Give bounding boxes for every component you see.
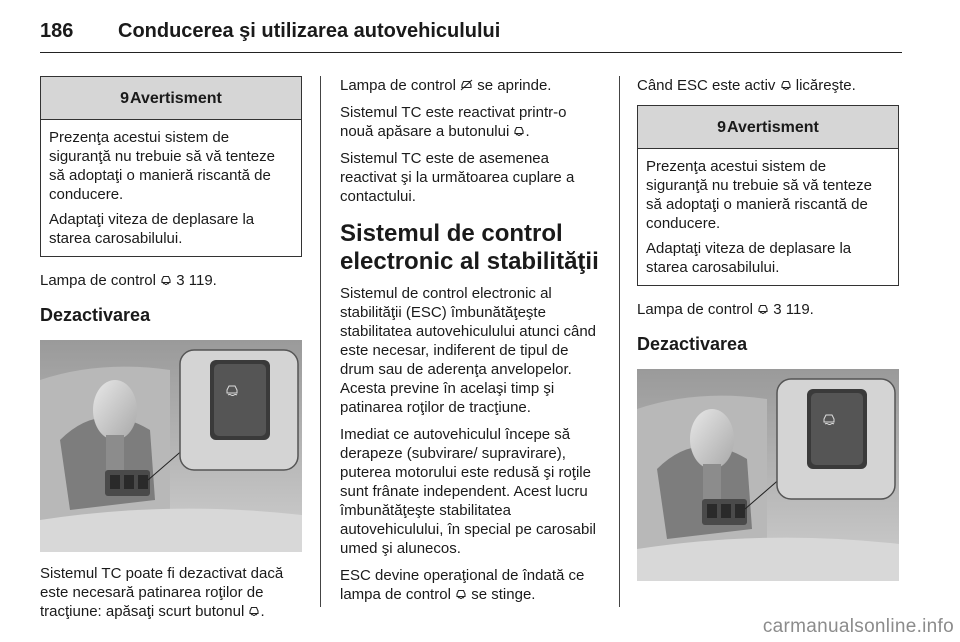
- warning-text-2: Adaptaţi viteza de deplasare la starea carosabilului.: [49, 211, 255, 247]
- warning-title: Avertisment: [130, 89, 222, 107]
- warning-box: [637, 105, 899, 286]
- tc-button-icon: [513, 125, 525, 137]
- warning-box: [40, 76, 302, 257]
- tc-off-icon: [460, 79, 473, 91]
- warning-triangle-icon: 9: [717, 118, 726, 136]
- esc-icon: [780, 79, 792, 91]
- warning-title: Avertisment: [727, 118, 819, 136]
- section-heading: Dezactivarea: [40, 305, 151, 325]
- watermark: carmanualsonline.info: [762, 616, 954, 637]
- tc-button-icon: [248, 605, 260, 617]
- page-number: 186: [40, 20, 74, 42]
- column-3: [637, 76, 899, 593]
- section-heading: Dezactivarea: [637, 334, 748, 354]
- column-divider: [619, 76, 620, 607]
- esc-operational-text: ESC devine operaţional de îndată ce lampa de control se stinge.: [340, 567, 585, 603]
- chapter-title: Conducerea şi utilizarea autovehiculului: [118, 20, 501, 42]
- lamp-reference: Lampa de control 3 119.: [40, 272, 217, 289]
- warning-text-2: Adaptaţi viteza de deplasare la starea carosabilului.: [646, 240, 852, 276]
- reactivation-text: Sistemul TC este reactivat printr-o nouă apăsare a butonului .: [340, 104, 567, 140]
- warning-text-1: Prezenţa acestui sistem de siguranţă nu trebuie să vă tenteze să adoptaţi o manieră riscantă de conducere.: [646, 158, 872, 232]
- esc-description: Sistemul de control electronic al stabilităţii (ESC) îmbunătăţeşte stabilitatea autovehiculului atunci când este necesar, indiferent de tipul de drum sau de aderenţa anvelopelor. Acesta previne în acelaşi timp şi patinarea roţilor de tracţiune.: [340, 285, 597, 416]
- console-photo: [40, 340, 302, 552]
- warning-body: [41, 120, 301, 256]
- lamp-on-text: Lampa de control se aprinde.: [340, 77, 552, 94]
- esc-active-text: Când ESC este activ licăreşte.: [637, 77, 856, 94]
- column-divider: [320, 76, 321, 607]
- warning-header: [41, 77, 301, 120]
- lamp-reference: Lampa de control 3 119.: [637, 301, 814, 318]
- warning-header: [638, 106, 898, 149]
- console-photo: [637, 369, 899, 581]
- esc-icon: [455, 588, 467, 600]
- section-title: Sistemul de control electronic al stabilităţii: [340, 220, 599, 275]
- warning-triangle-icon: 9: [120, 89, 129, 107]
- deactivation-text: Sistemul TC poate fi dezactivat dacă este necesară patinarea roţilor de tracţiune: apăsaţi scurt butonul .: [40, 565, 284, 620]
- warning-text-1: Prezenţa acestui sistem de siguranţă nu trebuie să vă tenteze să adoptaţi o manieră riscantă de conducere.: [49, 129, 275, 203]
- esc-icon: [757, 303, 769, 315]
- esc-icon: [160, 274, 172, 286]
- esc-skid-text: Imediat ce autovehiculul începe să derapeze (subvirare/ supravirare), puterea motorului este redusă şi roţile sunt frânate independent. Acest lucru îmbunătăţeşte stabilitatea autovehiculului, în special pe carosabil umed şi alunecos.: [340, 426, 596, 557]
- page-header: [40, 16, 902, 53]
- reactivation-ignition-text: Sistemul TC este de asemenea reactivat şi la următoarea cuplare a contactului.: [340, 150, 575, 205]
- column-2: [340, 76, 602, 612]
- warning-body: [638, 149, 898, 285]
- column-1: [40, 76, 302, 629]
